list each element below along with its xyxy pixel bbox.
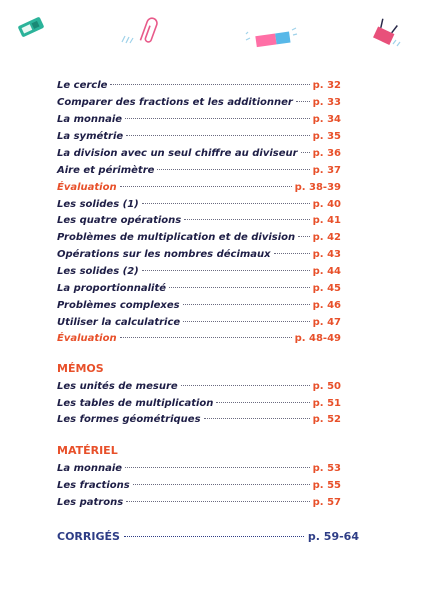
sparkle-left-icon [120,34,136,44]
dot-leader [126,135,309,136]
toc-entry-page: p. 43 [312,249,341,260]
toc-entry-page: p. 47 [312,317,341,328]
dot-leader [274,253,310,254]
toc-entry-evaluation[interactable] [57,332,341,346]
toc-entry-page: p. 40 [312,199,341,210]
toc-entry-title: La monnaie [57,114,123,125]
toc-entry-title: Les tables de multiplication [57,398,214,409]
toc-entry-title: Problèmes de multiplication et de division [57,232,296,243]
dot-leader [133,484,310,485]
toc-entry-title: La symétrie [57,131,124,142]
section-heading-memos: MÉMOS [57,362,104,375]
toc-entry[interactable] [57,479,341,493]
toc-entry[interactable] [57,231,341,245]
toc-entry-page: p. 57 [312,497,341,508]
toc-entry-page: p. 50 [312,381,341,392]
dot-leader [301,152,310,153]
toc-entry-title: La proportionnalité [57,283,167,294]
toc-entry-page: p. 35 [312,131,341,142]
dot-leader [125,118,310,119]
toc-entry-title: Évaluation [57,182,117,193]
toc-entry-page: p. 55 [312,480,341,491]
toc-entry-title: Les solides (2) [57,266,139,277]
toc-entry-page: p. 38-39 [294,182,341,193]
dot-leader [183,304,310,305]
toc-entry-page: p. 44 [312,266,341,277]
dot-leader [169,287,310,288]
toc-entry-title: Évaluation [57,333,117,344]
dot-leader [204,418,310,419]
toc-entry-corriges[interactable] [57,530,359,543]
toc-entry-page: p. 45 [312,283,341,294]
toc-entry-title: La division avec un seul chiffre au diviseur [57,148,298,159]
toc-entry-page: p. 34 [312,114,341,125]
dot-leader [216,402,309,403]
toc-entry-page: p. 52 [312,414,341,425]
dot-leader [142,270,310,271]
toc-entry[interactable] [57,282,341,296]
toc-entry-page: p. 51 [312,398,341,409]
paperclip-icon [136,16,158,46]
toc-entry-title: Les fractions [57,480,130,491]
toc-entry[interactable] [57,380,341,394]
toc-entry-title: Les solides (1) [57,199,139,210]
toc-entry-title: Utiliser la calculatrice [57,317,181,328]
toc-entry[interactable] [57,462,341,476]
toc-entry-title: Aire et périmètre [57,165,155,176]
toc-entry-title: Opérations sur les nombres décimaux [57,249,271,260]
toc-entry-page: p. 41 [312,215,341,226]
corriges-page: p. 59-64 [307,530,359,543]
binder-clip-icon [368,18,402,48]
toc-entry-title: La monnaie [57,463,123,474]
dot-leader [183,321,309,322]
toc-entry[interactable] [57,413,341,427]
dot-leader [142,203,310,204]
toc-entry-title: Les quatre opérations [57,215,182,226]
toc-entry[interactable] [57,79,341,93]
toc-entry[interactable] [57,113,341,127]
eraser-icon [244,26,300,54]
toc-entry[interactable] [57,214,341,228]
toc-entry[interactable] [57,248,341,262]
dot-leader [157,169,309,170]
dot-leader [124,536,304,537]
dot-leader [296,101,310,102]
toc-entry-title: Les unités de mesure [57,381,178,392]
toc-entry[interactable] [57,164,341,178]
toc-entry-page: p. 33 [312,97,341,108]
toc-entry[interactable] [57,130,341,144]
dot-leader [110,84,309,85]
toc-entry-page: p. 37 [312,165,341,176]
toc-entry[interactable] [57,496,341,510]
section-heading-materiel: MATÉRIEL [57,444,118,457]
toc-entry-title: Les formes géométriques [57,414,201,425]
toc-entry[interactable] [57,397,341,411]
toc-entry-page: p. 46 [312,300,341,311]
toc-entry-title: Problèmes complexes [57,300,180,311]
toc-entry-evaluation[interactable] [57,181,341,195]
dot-leader [120,337,292,338]
toc-entry-page: p. 36 [312,148,341,159]
toc-entry[interactable] [57,198,341,212]
dot-leader [125,467,310,468]
dot-leader [181,385,310,386]
dot-leader [126,501,309,502]
toc-entry[interactable] [57,265,341,279]
toc-entry-title: Le cercle [57,80,108,91]
toc-entry-page: p. 53 [312,463,341,474]
toc-entry[interactable] [57,316,341,330]
toc-entry[interactable] [57,96,341,110]
toc-entry[interactable] [57,299,341,313]
toc-entry-page: p. 48-49 [294,333,341,344]
corriges-title: CORRIGÉS [57,530,120,543]
dot-leader [120,186,292,187]
toc-entry-page: p. 32 [312,80,341,91]
dot-leader [184,219,309,220]
toc-entry-page: p. 42 [312,232,341,243]
sharpener-icon [16,16,46,38]
toc-entry[interactable] [57,147,341,161]
dot-leader [298,236,309,237]
toc-entry-title: Comparer des fractions et les additionner [57,97,293,108]
toc-entry-title: Les patrons [57,497,124,508]
